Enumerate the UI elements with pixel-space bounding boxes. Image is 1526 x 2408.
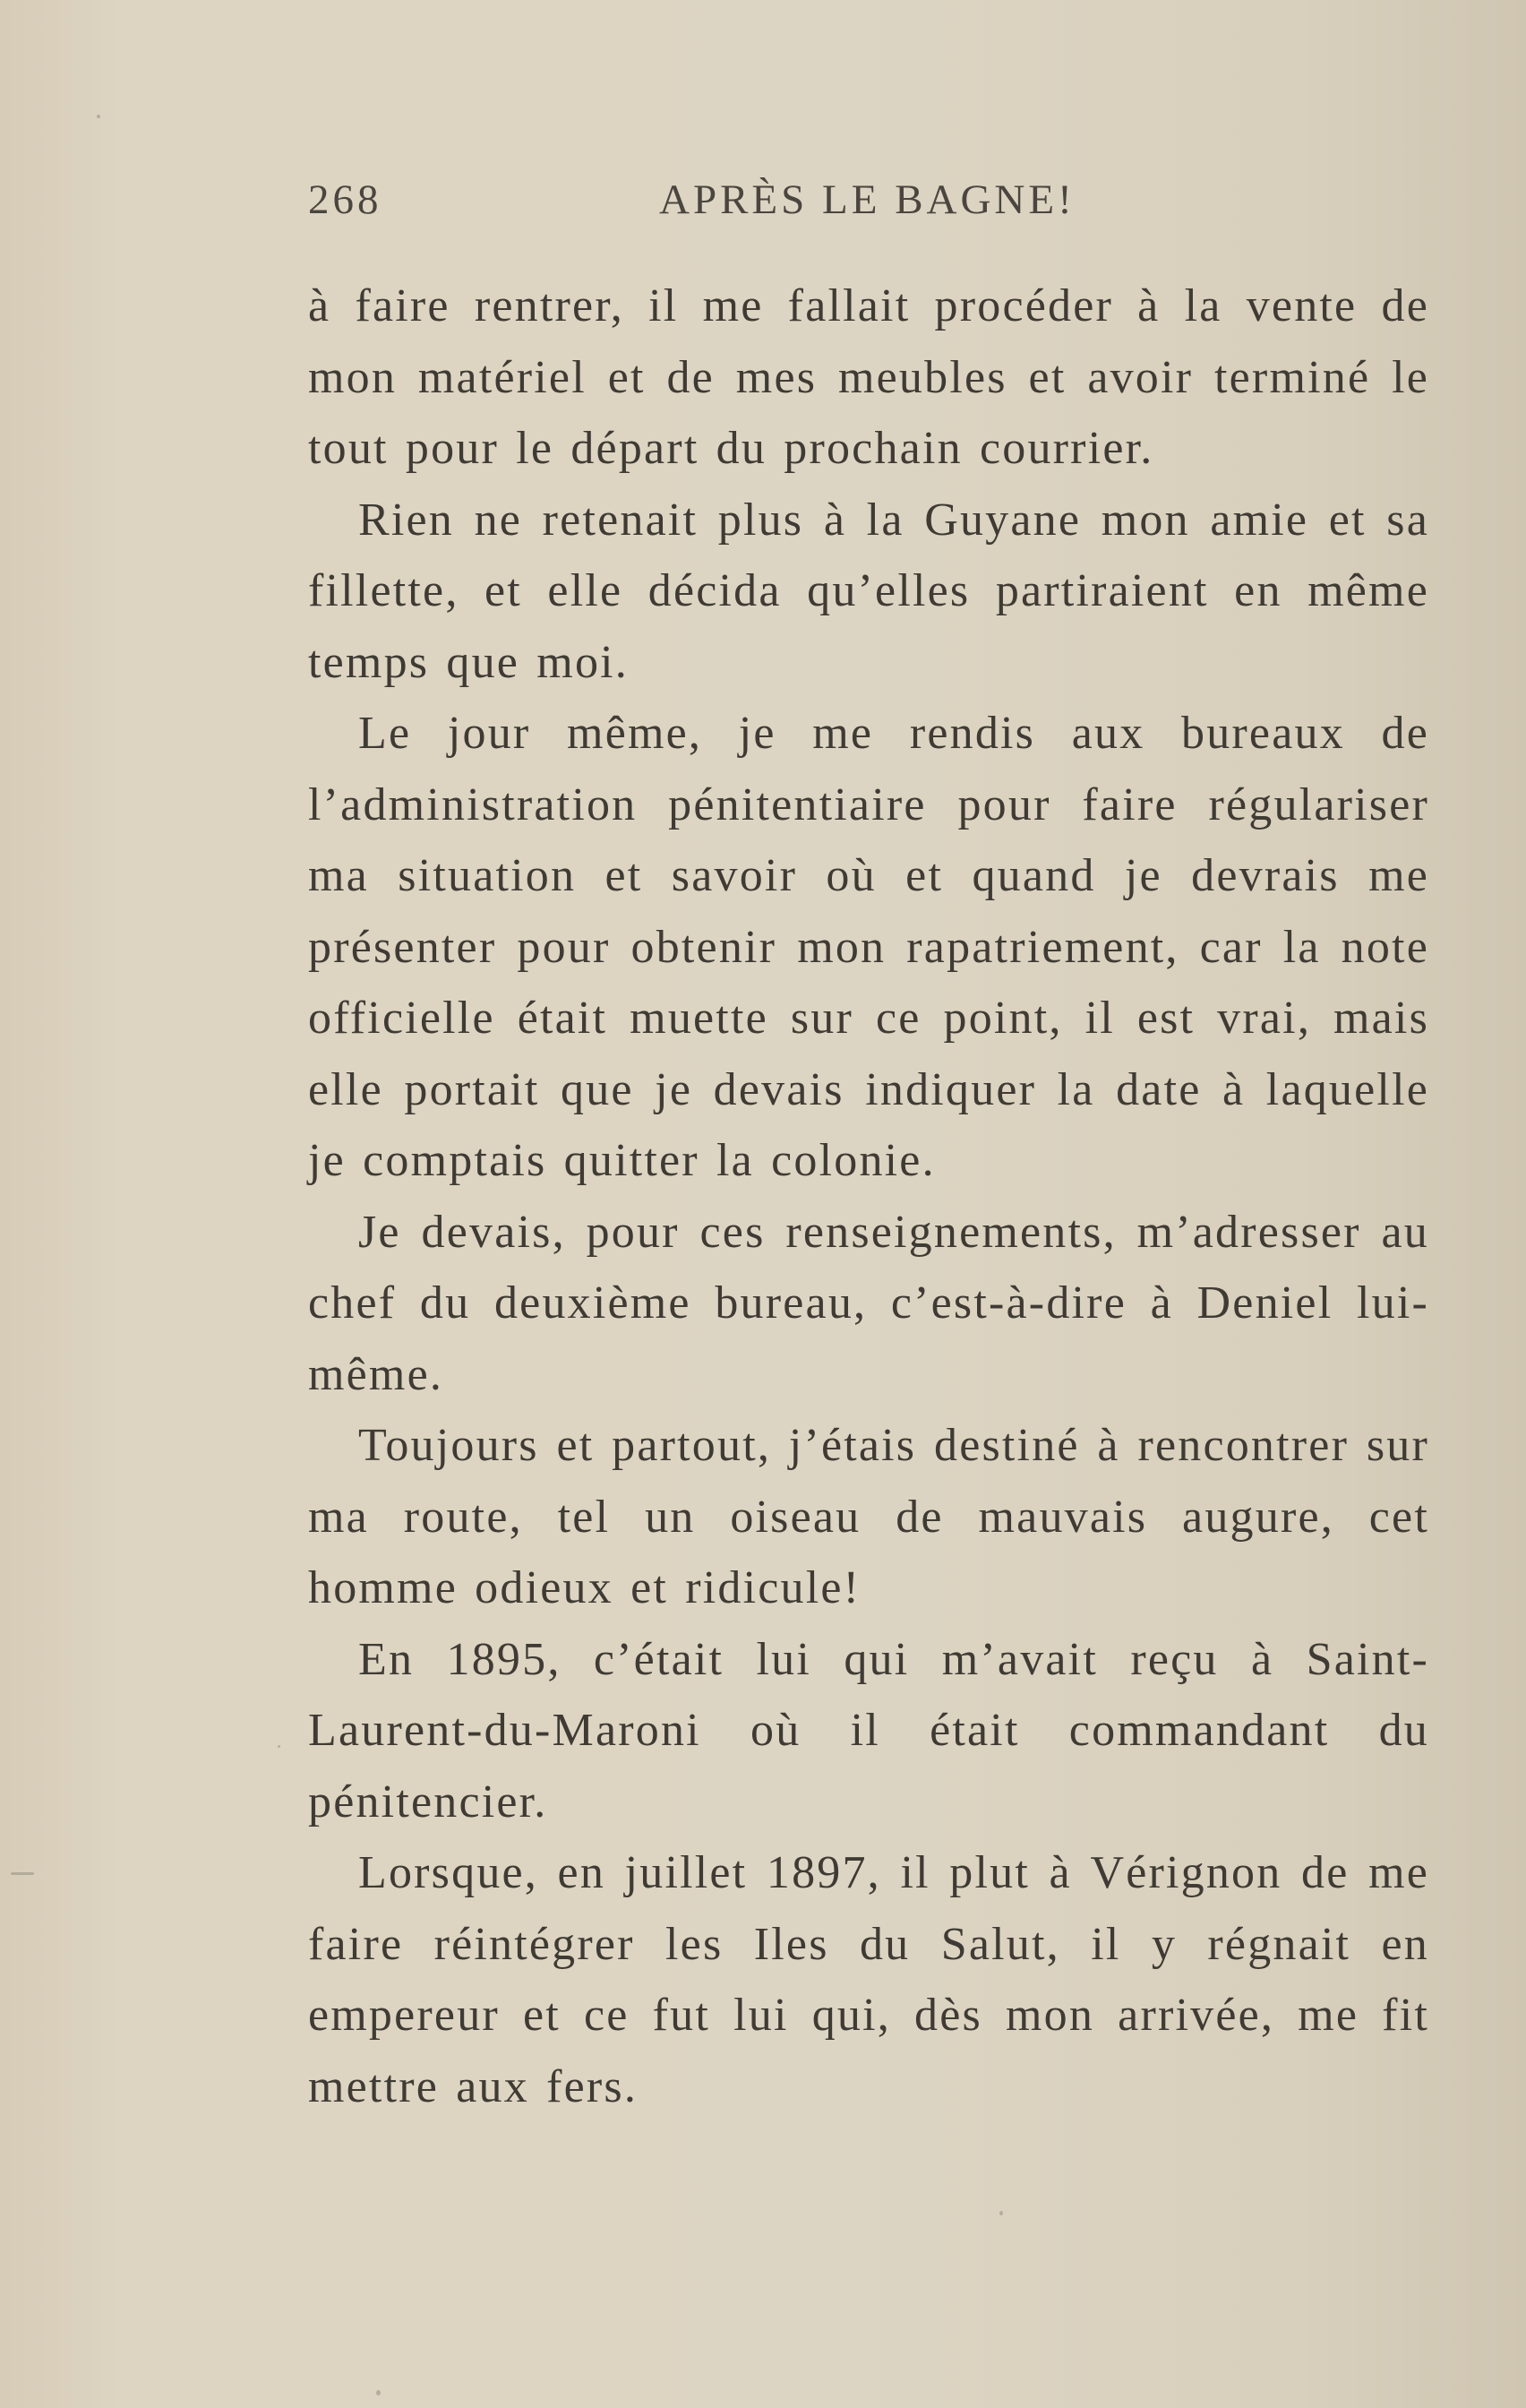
paragraph: En 1895, c’était lui qui m’avait reçu à Saint-Laurent-du-Maroni où il était commandant du pénitencier. [308,1633,1429,1828]
paragraph: Rien ne retenait plus à la Guyane mon amie et sa fillette, et elle décida qu’elles partiraient en même temps que moi. [308,494,1429,688]
paper-speck [97,115,100,118]
paragraph: Toujours et partout, j’étais destiné à rencontrer sur ma route, tel un oiseau de mauvais augure, cet homme odieux et ridicule! [308,1420,1429,1613]
paper-speck [11,1872,34,1875]
paragraph: Le jour même, je me rendis aux bureaux de l’administration pénitentiaire pour faire régulariser ma situation et savoir où et quand je devrais me présenter pour obtenir mon rapatriement, car la note officielle était muette sur ce point, il est vrai, mais elle portait que je devais indiquer la date à laquelle je comptais quitter la colonie. [308,708,1429,1186]
paragraph: Lorsque, en juillet 1897, il plut à Vérignon de me faire réintégrer les Iles du Salut, il y régnait en empereur et ce fut lui qui, dès mon arrivée, me fit mettre aux fers. [308,1847,1429,2112]
running-head [308,176,1433,229]
running-title: APRÈS LE BAGNE! [659,176,1076,223]
body-text [308,271,1429,2122]
paragraph: à faire rentrer, il me fallait procéder à la vente de mon matériel et de mes meubles et avoir terminé le tout pour le départ du prochain courrier. [308,280,1429,474]
page-number: 268 [308,176,382,223]
paper-speck [278,1745,280,1748]
paper-speck [999,2211,1003,2215]
paragraph: Je devais, pour ces renseignements, m’adresser au chef du deuxième bureau, c’est-à-dire à Deniel lui-même. [308,1206,1429,1400]
paper-speck [376,2390,381,2395]
